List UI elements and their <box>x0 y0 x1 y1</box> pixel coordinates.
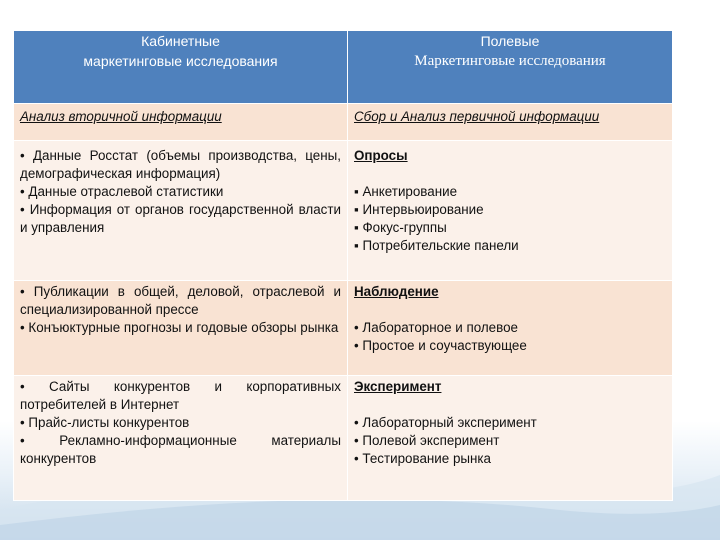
table-row <box>14 281 673 376</box>
competitor-sources-cell: • Сайты конкурентов и корпоративных потребителей в Интернет • Прайс-листы конкурентов • Рекламно-информационные материалы конкурентов <box>14 376 348 501</box>
secondary-sources-cell: • Данные Росстат (объемы производства, цены, демографическая информация) • Данные отраслевой статистики • Информация от органов государственной власти и управления <box>14 141 348 281</box>
header-field-research: Полевые Маркетинговые исследования <box>348 31 673 104</box>
comparison-table <box>13 30 673 501</box>
publications-cell: • Публикации в общей, деловой, отраслевой и специализированной прессе • Конъюктурные прогнозы и годовые обзоры рынка <box>14 281 348 376</box>
experiment-cell: Эксперимент • Лабораторный эксперимент • Полевой эксперимент • Тестирование рынка <box>348 376 673 501</box>
surveys-heading: Опросы <box>354 148 408 163</box>
observation-cell: Наблюдение • Лабораторное и полевое • Простое и соучаствующее <box>348 281 673 376</box>
subheader-row <box>14 104 673 141</box>
observation-heading: Наблюдение <box>354 284 439 299</box>
header-desk-research: Кабинетные маркетинговые исследования <box>14 31 348 104</box>
table-row <box>14 376 673 501</box>
subheader-secondary: Анализ вторичной информации <box>14 104 348 141</box>
surveys-cell: Опросы ▪ Анкетирование ▪ Интервьюирование ▪ Фокус-группы ▪ Потребительские панели <box>348 141 673 281</box>
experiment-heading: Эксперимент <box>354 379 442 394</box>
subheader-primary: Сбор и Анализ первичной информации <box>348 104 673 141</box>
table-header-row <box>14 31 673 104</box>
table-row <box>14 141 673 281</box>
